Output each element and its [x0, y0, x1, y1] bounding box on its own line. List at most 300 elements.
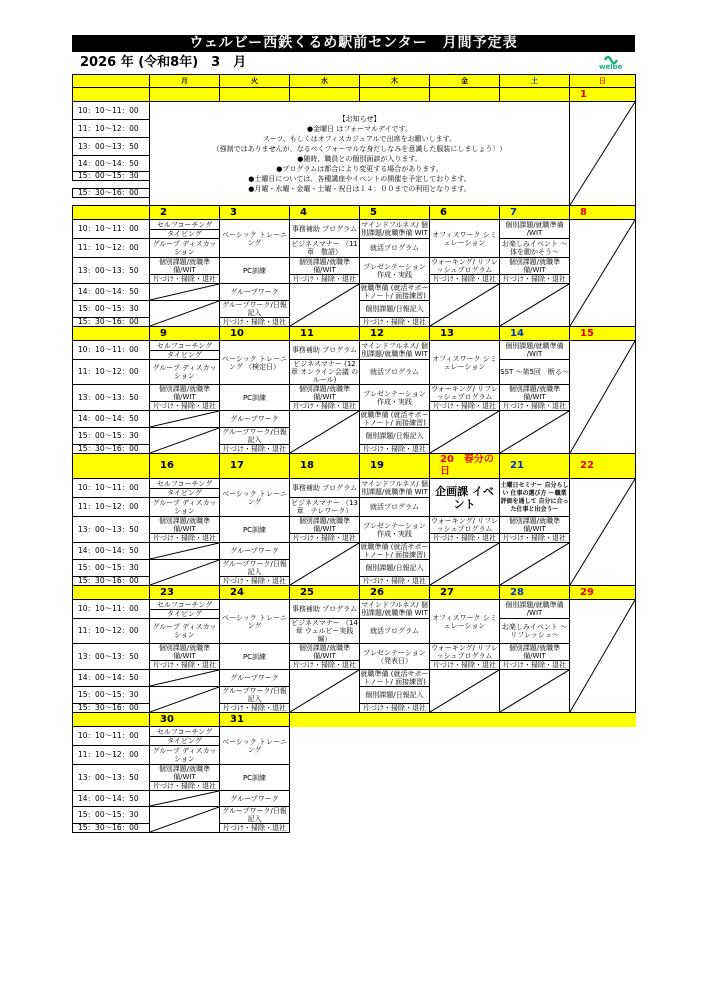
time-slot: 15：00～15：30 [73, 172, 150, 181]
diagonal-slash [150, 284, 219, 300]
time-slot: 13：00～13：50 [73, 385, 150, 411]
mon-program: グループ ディスカッション [150, 498, 220, 517]
weekday-label: 木 [360, 75, 430, 88]
mon-program: 片づけ・掃除・退社 [150, 402, 220, 411]
diagonal-slash [430, 543, 499, 585]
no-program-cell [570, 220, 636, 327]
date-cell: 28 [500, 586, 570, 600]
sat-program: 個別課題/就職準備/WIT [500, 644, 570, 661]
no-program-cell [570, 341, 636, 454]
thu-program: プレゼンテーション （発表日） [360, 644, 430, 670]
slot-row [73, 600, 636, 605]
wed-program: 片づけ・掃除・退社 [290, 402, 360, 411]
mon-program: セルフコーチング [150, 600, 220, 610]
no-program-cell [500, 543, 570, 586]
slot-row [73, 402, 636, 407]
thu-program: 就活プログラム [360, 619, 430, 644]
no-program-cell [150, 687, 220, 713]
date-cell: 26 [360, 586, 430, 600]
date-cell [290, 88, 360, 102]
diagonal-slash [570, 102, 635, 205]
mon-program: 個別課題/就職準備/WIT [150, 258, 220, 275]
time-slot: 14：00～14：50 [73, 670, 150, 687]
date-row-spacer [73, 206, 150, 220]
wed-program: 個別課題/就職準備/WIT [290, 517, 360, 534]
time-slot: 15：30～16：00 [73, 704, 150, 713]
tue-program: グループワーク [220, 791, 290, 807]
tue-program: PC訓練 [220, 644, 290, 670]
time-slot: 11：10～12：00 [73, 239, 150, 258]
date-cell: 24 [220, 586, 290, 600]
mon-program: 片づけ・掃除・退社 [150, 534, 220, 543]
tue-program: 片づけ・掃除・退社 [220, 445, 290, 454]
wed-program: 個別課題/就職準備/WIT [290, 644, 360, 661]
mon-program: タイピング [150, 351, 220, 360]
time-slot: 15：00～15：30 [73, 687, 150, 704]
wed-program: 事務補助 プログラム [290, 479, 360, 498]
tue-program: グループワーク [220, 411, 290, 428]
blank-cell [360, 727, 430, 833]
date-cell: 12 [360, 327, 430, 341]
slot-row [73, 258, 636, 267]
time-slot: 14：00～14：50 [73, 284, 150, 301]
sat-program: 個別課題/就職準備/WIT [500, 258, 570, 275]
tue-program: ベーシック トレーニング [220, 600, 290, 644]
diagonal-slash [290, 543, 359, 585]
diagonal-slash [430, 411, 499, 453]
date-row-spacer [73, 88, 150, 102]
time-slot: 15：30～16：00 [73, 445, 150, 454]
thu-program: マインドフルネス/ 個別課題/就職準備 WIT [361, 601, 428, 617]
slot-row [73, 670, 636, 674]
wed-program: 個別課題/就職準備/WIT [290, 385, 360, 402]
blank-cell [360, 713, 430, 727]
thu-program: プレゼンテーション 作成・実践 [360, 258, 430, 284]
date-cell: 17 [220, 454, 290, 479]
wed-program: 個別課題/就職準備/WIT [290, 258, 360, 275]
time-slot: 13：00～13：50 [73, 765, 150, 791]
thu-program: 片づけ・掃除・退社 [360, 704, 430, 713]
tue-program: グループワーク [220, 543, 290, 560]
time-slot: 10：10～11：00 [73, 600, 150, 619]
no-program-cell [150, 807, 220, 833]
time-slot: 15：30～16：00 [73, 824, 150, 833]
date-row-spacer [73, 454, 150, 479]
no-program-cell [570, 102, 636, 206]
time-slot: 11：10～12：00 [73, 498, 150, 517]
wed-program: ビジネスマナー （14章 ウェルビー実践 編） [291, 619, 358, 643]
slot-row [73, 341, 636, 346]
diagonal-slash [290, 411, 359, 453]
slot-row [73, 360, 636, 367]
date-cell: 19 [360, 454, 430, 479]
date-cell: 14 [500, 327, 570, 341]
tue-program: PC訓練 [220, 385, 290, 411]
diagonal-slash [430, 284, 499, 326]
blank-cell [290, 713, 360, 727]
fri-program: 片づけ・掃除・退社 [430, 402, 500, 411]
sat-program: 個別課題/就職準備 /WIT [500, 220, 570, 239]
blank-cell [430, 713, 500, 727]
date-cell: 25 [290, 586, 360, 600]
notice-line: ●随時、職員との個別面談が入ります。 [297, 154, 422, 163]
date-cell: 8 [570, 206, 636, 220]
thu-program: プレゼンテーション 作成・実践 [360, 517, 430, 543]
tue-program: グループワーク/日報記入 [220, 560, 290, 577]
date-cell: 16 [150, 454, 220, 479]
date-cell: 10 [220, 327, 290, 341]
tue-program: グループワーク [220, 670, 290, 687]
wed-program: 事務補助 プログラム [290, 341, 360, 360]
wed-program: 事務補助 プログラム [290, 600, 360, 619]
mon-program: 個別課題/就職準備/WIT [150, 517, 220, 534]
no-program-cell [150, 428, 220, 454]
date-cell: 11 [290, 327, 360, 341]
no-program-cell [150, 411, 220, 428]
date-row-spacer [73, 327, 150, 341]
notice-line: 【お知らせ】 [338, 114, 381, 123]
sat-program: SST ～第5回 断る～ [500, 360, 570, 385]
weekday-header [73, 75, 636, 88]
blank-cell [570, 713, 636, 727]
mon-program: 片づけ・掃除・退社 [150, 661, 220, 670]
tue-program: ベーシック トレーニング （検定日） [220, 341, 290, 385]
slot-row [73, 534, 636, 539]
weekday-label: 金 [430, 75, 500, 88]
thu-program: マインドフルネス/ 個別課題/就職準備 WIT [361, 342, 428, 358]
diagonal-slash [150, 301, 219, 326]
thu-program: 片づけ・掃除・退社 [360, 577, 430, 586]
weekday-label: 土 [500, 75, 570, 88]
slot-row [73, 220, 636, 225]
tue-program: グループワーク/日報記入 [220, 687, 290, 704]
date-cell [220, 88, 290, 102]
time-slot: 11：10～12：00 [73, 120, 150, 138]
thu-program: 就職準備 (就活サポートノート/ 面接練習) [360, 543, 429, 559]
fri-program: ウォーキング/ リフレッシュプログラム [431, 644, 498, 660]
wed-program: ビジネスマナー (12章 オンライン会議 のルール) [290, 360, 359, 384]
mon-program: セルフコーチング [150, 220, 220, 230]
wed-program: 片づけ・掃除・退社 [290, 661, 360, 670]
date-row [73, 206, 636, 220]
diagonal-slash [150, 543, 219, 559]
sat-program: お楽しみイベント ～体を動かそう～ [500, 239, 570, 258]
slot-row [73, 385, 636, 394]
time-slot: 15：30～16：00 [73, 189, 150, 198]
diagonal-slash [570, 600, 635, 712]
mon-program: セルフコーチング [150, 479, 220, 489]
slot-row [73, 411, 636, 415]
date-row [73, 586, 636, 600]
time-slot: 14：00～14：50 [73, 411, 150, 428]
mon-program: タイピング [150, 489, 220, 498]
notice-line: （強制ではありませんが、なるべくフォーマルな身だしなみを意識した服装にしましょう！） [212, 144, 507, 153]
date-cell: 13 [430, 327, 500, 341]
slot-row [73, 479, 636, 484]
weekday-label: 水 [290, 75, 360, 88]
blank-cell [500, 727, 570, 833]
time-slot: 13：00～13：50 [73, 644, 150, 670]
diagonal-slash [150, 560, 219, 585]
diagonal-slash [570, 341, 635, 453]
diagonal-slash [150, 791, 219, 806]
no-program-cell [500, 411, 570, 454]
sat-program: 個別課題/就職準備 /WIT [500, 600, 570, 619]
diagonal-slash [500, 543, 569, 585]
date-cell: 23 [150, 586, 220, 600]
weekday-label: 日 [570, 75, 636, 88]
no-program-cell [290, 543, 360, 586]
diagonal-slash [570, 220, 635, 326]
tue-program: PC訓練 [220, 517, 290, 543]
thu-program: 就職準備 (就活サポートノート/ 面接練習) [360, 411, 429, 427]
tue-program: 片づけ・掃除・退社 [220, 704, 290, 713]
mon-program: セルフコーチング [150, 727, 220, 737]
time-slot: 14：00～14：50 [73, 156, 150, 172]
diagonal-slash [150, 411, 219, 427]
thu-program: マインドフルネス/ 個別課題/就職準備 WIT [361, 221, 428, 237]
time-slot: 10：10～11：00 [73, 102, 150, 120]
date-cell: 5 [360, 206, 430, 220]
time-slot: 10：10～11：00 [73, 220, 150, 239]
sat-program: 片づけ・掃除・退社 [500, 402, 570, 411]
welbe-logo [591, 52, 631, 74]
time-slot: 11：10～12：00 [73, 360, 150, 385]
wed-program: 事務補助 プログラム [290, 220, 360, 239]
notice-line: ●プログラムは都合により変更する場合があります。 [276, 164, 443, 173]
date-cell: 4 [290, 206, 360, 220]
sat-program: 個別課題/就職準備/WIT [500, 385, 570, 402]
slot-row [73, 284, 636, 288]
notice-line: ●月曜・水曜・金曜・土曜・祝日は１４：００までの利用となります。 [248, 184, 471, 193]
mon-program: 片づけ・掃除・退社 [150, 782, 220, 791]
fri-program: ウォーキング/ リフレッシュプログラム [431, 385, 498, 401]
thu-program: 個別課題/日報記入 [360, 301, 430, 318]
date-cell: 7 [500, 206, 570, 220]
sat-program: 個別課題/就職準備/WIT [500, 517, 570, 534]
fri-program: ウォーキング/ リフレッシュプログラム [431, 258, 498, 274]
time-slot: 10：10～11：00 [73, 479, 150, 498]
tue-program: グループワーク [220, 284, 290, 301]
tue-program: グループワーク/日報記入 [220, 428, 290, 445]
date-row [73, 454, 636, 479]
mon-program: 片づけ・掃除・退社 [150, 275, 220, 284]
no-program-cell [500, 284, 570, 327]
no-program-cell [150, 791, 220, 807]
date-cell: 20 春分の日 [430, 454, 500, 479]
mon-program: タイピング [150, 230, 220, 239]
time-slot: 15：30～16：00 [73, 318, 150, 327]
slot-row [73, 517, 636, 526]
mon-program: タイピング [150, 610, 220, 619]
tue-program: 片づけ・掃除・退社 [220, 318, 290, 327]
date-cell: 31 [220, 713, 290, 727]
slot-row [73, 102, 636, 111]
time-slot: 14：00～14：50 [73, 791, 150, 807]
wed-program: ビジネスマナー （11章 敬語） [291, 240, 358, 256]
time-slot: 10：10～11：00 [73, 341, 150, 360]
date-cell [430, 88, 500, 102]
schedule-sheet [72, 35, 635, 833]
mon-program: グループ ディスカッション [150, 746, 220, 765]
mon-program: タイピング [150, 737, 220, 746]
diagonal-slash [150, 807, 219, 832]
thu-program: 片づけ・掃除・退社 [360, 445, 430, 454]
thu-program: 個別課題/日報記入 [360, 560, 430, 577]
notice-line: ●金曜日 はフォーマルデイです。 [307, 124, 412, 133]
weekday-label: 月 [150, 75, 220, 88]
mon-program: 個別課題/就職準備/WIT [150, 644, 220, 661]
slot-row [73, 275, 636, 280]
date-cell: 15 [570, 327, 636, 341]
mon-program: グループ ディスカッション [150, 239, 220, 258]
diagonal-slash [290, 284, 359, 326]
tue-program: ベーシック トレーニング [220, 727, 290, 765]
no-program-cell [150, 301, 220, 327]
tue-program: ベーシック トレーニング [220, 220, 290, 258]
date-row [73, 327, 636, 341]
slot-row [73, 543, 636, 547]
date-cell [360, 88, 430, 102]
time-slot: 10：10～11：00 [73, 727, 150, 746]
date-cell: 27 [430, 586, 500, 600]
date-row [73, 713, 636, 727]
thu-program: 個別課題/日報記入 [360, 687, 430, 704]
sat-program: 個別課題/就職準備 /WIT [500, 341, 570, 360]
date-cell: 1 [570, 88, 636, 102]
fri-program: オフィスワーク シミュレーション [430, 220, 500, 258]
fri-program: ウォーキング/ リフレッシュプログラム [431, 517, 498, 533]
time-slot: 13：00～13：50 [73, 517, 150, 543]
weekday-label: 火 [220, 75, 290, 88]
fri-program: オフィスワーク シミュレーション [430, 341, 500, 385]
blank-cell [570, 727, 636, 833]
notice-box [150, 102, 570, 206]
no-program-cell [150, 284, 220, 301]
diagonal-slash [150, 687, 219, 712]
no-program-cell [430, 284, 500, 327]
diagonal-slash [570, 479, 635, 585]
thu-program: 就活プログラム [360, 498, 430, 517]
no-program-cell [430, 543, 500, 586]
no-program-cell [430, 670, 500, 713]
thu-program: 就職準備 (就活サポートノート/ 面接練習) [360, 284, 429, 300]
slot-row [73, 661, 636, 666]
date-cell: 18 [290, 454, 360, 479]
time-slot: 15：00～15：30 [73, 428, 150, 445]
thu-program: 就職準備 (就活サポートノート/ 面接練習) [360, 670, 429, 686]
no-program-cell [500, 670, 570, 713]
tue-program: PC訓練 [220, 258, 290, 284]
mon-program: 個別課題/就職準備/WIT [150, 385, 220, 402]
thu-program: プレゼンテーション 作成・実践 [360, 385, 430, 411]
date-cell: 9 [150, 327, 220, 341]
fri-program: オフィスワーク シミュレーション [430, 600, 500, 644]
no-program-cell [150, 670, 220, 687]
slot-row [73, 727, 636, 732]
mon-program: セルフコーチング [150, 341, 220, 351]
fri-program: 片づけ・掃除・退社 [430, 661, 500, 670]
time-slot: 15：00～15：30 [73, 301, 150, 318]
no-program-cell [150, 543, 220, 560]
sat-program: 片づけ・掃除・退社 [500, 275, 570, 284]
no-program-cell [290, 670, 360, 713]
thu-program: 個別課題/日報記入 [360, 428, 430, 445]
time-slot: 13：00～13：50 [73, 138, 150, 156]
page-title: ウェルビー西鉄くるめ駅前センター 月間予定表 [72, 35, 635, 52]
date-cell: 6 [430, 206, 500, 220]
tue-program: グループワーク/日報記入 [220, 301, 290, 318]
diagonal-slash [500, 670, 569, 712]
time-slot: 14：00～14：50 [73, 543, 150, 560]
thu-program: 就活プログラム [360, 239, 430, 258]
sat-program: お楽しみイベント ～リフレッシュ～ [500, 619, 570, 644]
tue-program: グループワーク/日報記入 [220, 807, 290, 824]
diagonal-slash [500, 284, 569, 326]
date-row [73, 88, 636, 102]
date-cell: 3 [220, 206, 290, 220]
diagonal-slash [430, 670, 499, 712]
date-cell: 22 [570, 454, 636, 479]
blank-cell [430, 727, 500, 833]
sat-program: 土曜日セミナー 自分らしい 仕事の選び方 ～職業評価を通して 自分に合った仕事と出会う～ [500, 479, 570, 517]
time-slot: 15：00～15：30 [73, 560, 150, 577]
no-program-cell [430, 411, 500, 454]
slot-row [73, 239, 636, 244]
diagonal-slash [150, 670, 219, 686]
no-program-cell [570, 600, 636, 713]
fri-program: 企画課 イベント [430, 479, 500, 517]
no-program-cell [150, 560, 220, 586]
diagonal-slash [500, 411, 569, 453]
year-month: 2026 年 (令和8年) 3 月 [80, 55, 247, 70]
mon-program: グループ ディスカッション [150, 619, 220, 644]
blank-cell [500, 713, 570, 727]
date-cell: 2 [150, 206, 220, 220]
date-cell: 29 [570, 586, 636, 600]
diagonal-slash [150, 428, 219, 453]
wed-program: ビジネスマナー （13章 テレワーク） [291, 499, 358, 515]
no-program-cell [290, 284, 360, 327]
time-slot: 15：00～15：30 [73, 807, 150, 824]
fri-program: 片づけ・掃除・退社 [430, 275, 500, 284]
sat-program: 片づけ・掃除・退社 [500, 661, 570, 670]
time-slot: 13：00～13：50 [73, 258, 150, 284]
date-cell: 21 [500, 454, 570, 479]
date-row-spacer [73, 713, 150, 727]
date-cell [500, 88, 570, 102]
time-slot: 15：30～16：00 [73, 577, 150, 586]
notice-line: スーツ、もしくはオフィスカジュアルで出席をお願いします。 [262, 134, 457, 143]
mon-program: グループ ディスカッション [150, 360, 220, 385]
fri-program: 片づけ・掃除・退社 [430, 534, 500, 543]
time-slot: 11：10～12：00 [73, 619, 150, 644]
blank-cell [290, 727, 360, 833]
wed-program: 片づけ・掃除・退社 [290, 534, 360, 543]
notice-line: ●土曜日については、各種講座やイベントの開催を予定しております。 [248, 174, 471, 183]
thu-program: マインドフルネス/ 個別課題/就職準備 WIT [361, 480, 428, 496]
thu-program: 片づけ・掃除・退社 [360, 318, 430, 327]
tue-program: 片づけ・掃除・退社 [220, 577, 290, 586]
slot-row [73, 644, 636, 653]
time-slot: 11：10～12：00 [73, 746, 150, 765]
slot-row [73, 619, 636, 626]
calendar-table [72, 74, 636, 833]
tue-program: PC訓練 [220, 765, 290, 791]
corner-cell [73, 75, 150, 88]
logo-text: welbe [599, 63, 623, 71]
diagonal-slash [290, 670, 359, 712]
